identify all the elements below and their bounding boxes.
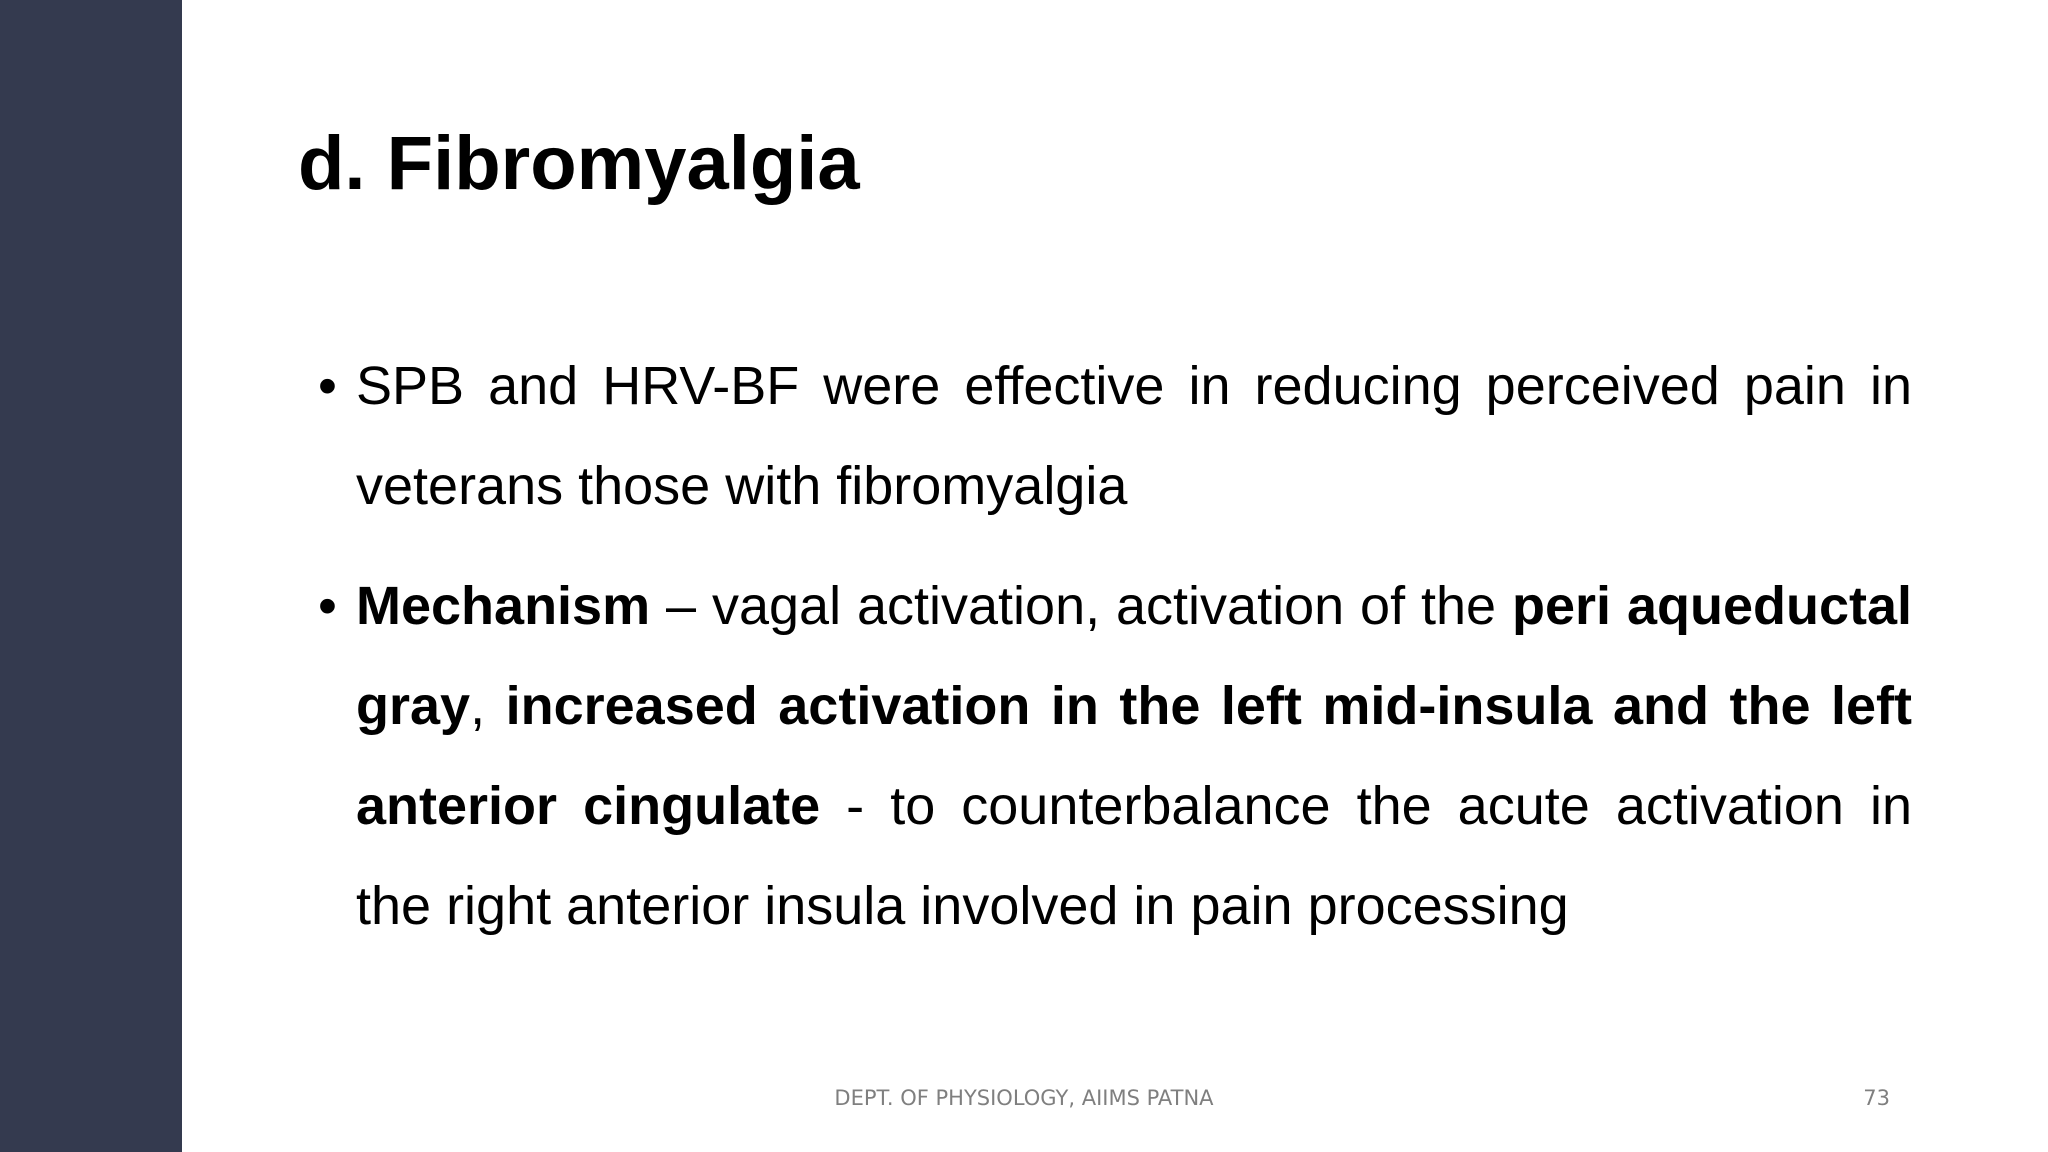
slide-number: 73 — [1863, 1086, 1890, 1110]
slide-footer: DEPT. OF PHYSIOLOGY, AIIMS PATNA — [834, 1086, 1214, 1110]
bullet-text: SPB and HRV-BF were effective in reducing perceived pain in veterans those with fibromyalgia — [356, 356, 1912, 516]
mechanism-emphasis-1: peri aqueductal gray — [356, 576, 1913, 736]
bullet-icon: • — [318, 356, 337, 416]
mechanism-text-1: – vagal activation, activation of the — [650, 576, 1512, 636]
mechanism-label: Mechanism — [356, 576, 651, 636]
bullet-icon: • — [318, 576, 337, 636]
mechanism-text-3: - to counterbalance the acute activation in the right anterior insula involved in pain processing — [356, 776, 1913, 936]
mechanism-emphasis-2: increased activation in the left mid-insula and the left anterior cingulate — [356, 676, 1912, 836]
bullet-list — [318, 336, 1912, 976]
left-accent-bar — [0, 0, 182, 1152]
bullet-item-effectiveness — [318, 336, 1912, 536]
mechanism-text-2: , — [470, 676, 506, 736]
slide-title: d. Fibromyalgia — [298, 121, 860, 206]
bullet-item-mechanism — [318, 556, 1912, 956]
